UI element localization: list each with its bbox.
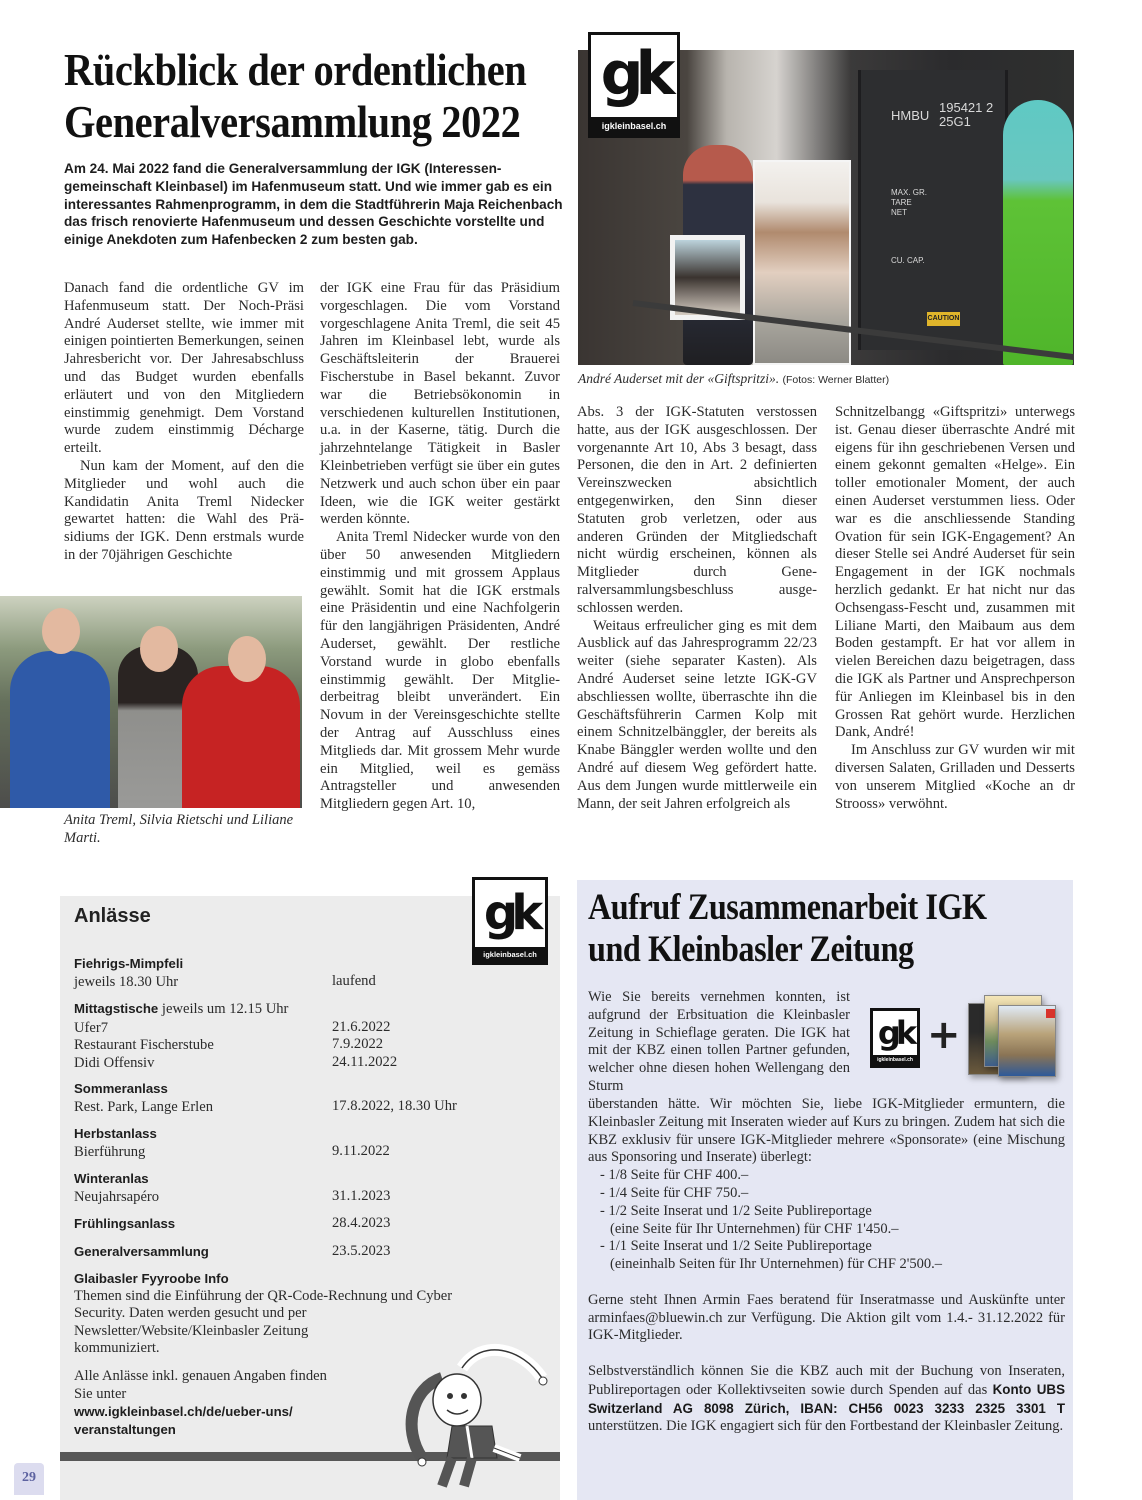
event-text: Themen sind die Einführung der QR-Code-Rechnung und Cyber [74, 1287, 453, 1304]
events-link-line[interactable]: veranstaltungen [74, 1421, 176, 1437]
call-intro: Wie Sie bereits vernehmen konnten, ist aufgrund der Erbsituation die Kleinbasler Zeitung in Schieflage geraten. Die IGK hat mit der KBZ einen tollen Partner gefunden, welcher ohne diesen hohen Wellengang den Sturm [588, 989, 850, 1094]
photo-credit: (Fotos: Werner Blatter) [782, 374, 890, 386]
container-code: HMBU [891, 108, 930, 123]
more-info-text: Sie unter [74, 1385, 127, 1402]
igk-logo-mark: gk [600, 39, 668, 109]
newspaper-stack-image [966, 995, 1058, 1077]
event-text: Bierführung [74, 1143, 146, 1160]
person-giftspritzi-costume [1003, 100, 1073, 365]
igk-logo [588, 32, 680, 138]
offer-item: - 1/8 Seite für CHF 400.– [600, 1167, 749, 1184]
more-info-text: Alle Anlässe inkl. genauen Angaben finden [74, 1368, 327, 1384]
igk-logo [870, 1008, 920, 1068]
article-lead: Am 24. Mai 2022 fand die Generalversammlung der IGK (Interessengemeinschaft Kleinbasel) im Hafenmuseum statt. Und wie immer gab es ein interessantes Rahmenprogramm, in dem die Stadtführerin Maja Reichenbach das frisch renovierte Hafenmuseum und dessen Geschichte vorstellte und einige Anekdoten zum Hafenbecken 2 zum besten gab. [64, 161, 563, 248]
container-net: NET [891, 208, 907, 217]
paragraph: Danach fand die ordentliche GV im Hafenmuseum statt. Der Noch-Präsi André Auderset stellte, wie immer mit einigen pointierten Bemerkungen, seinen Jahresbericht vor. Der Jahresabschluss und das Budget wurden ebenfalls erläutert und von den Mitgliedern einstimmig genehmigt. Dem Vorstand wurde zudem einstimmig Décharge erteilt. [64, 280, 304, 457]
event-winteranlas [74, 1170, 534, 1205]
paragraph: Schnitzelbangg «Giftspritzi» unterwegs ist. Genau dieser überraschte André mit eigens für ihn geschriebenen Versen und einem gekonnt gemalten «Helge». Ein toller emotionaler Moment, der auch einen Auderset verstummen liess. Oder war es die anschliessende Standing Ovation für sein IGK-Engagement? An dieser Stelle sei André Auderset für sein Engagement in der IGK nochmals herzlich gedankt. Er hat nicht nur das Ochsengass-Fescht und, zusammen mit Liliane Marti, den Maibaum aus dem Boden gestampft. Er hat vor allem in vielen Bereichen dazu beigetragen, dass die IGK als Partner und Ansprechperson für Anliegen im Kleinbasel bis in den Grossen Rat gehört wurde. Herzlichen Dank, André! [835, 404, 1075, 741]
paragraph: Anita Treml Nidecker wurde von den über 50 anwesenden Mitgliedern einstimmig und mit grossem Applaus gewählt. Somit hat die IGK erstmals eine Präsidentin und eine Nachfolgerin für den langjährigen Präsidenten, André Auderset, gewählt. Der restliche Vorstand wurde in globo ebenfalls einstimmig gewählt. Der Mitgliederbeitrag bleibt unverändert. Ein Novum in der Vereinsgeschichte stellte der Antrag auf Ausschluss eines Mitglieds dar. Mit grossem Mehr wurde ein Mitglied, weil es gemäss Antragsteller und anwesenden Mitgliedern gegen Art. 10, [320, 529, 560, 813]
event-fiehrigs-mimpfeli [74, 955, 534, 990]
offer-item: - 1/1 Seite Inserat und 1/2 Seite Publireportage [600, 1238, 872, 1255]
events-link-line[interactable]: www.igkleinbasel.ch/de/ueber-uns/ [74, 1404, 293, 1420]
event-label: Generalversammlung [74, 1244, 209, 1259]
call-title-line-2: und Kleinbasler Zeitung [588, 929, 914, 970]
event-label: Fiehrigs-Mimpfeli [74, 956, 184, 971]
event-date: laufend [332, 972, 376, 989]
event-label: Herbstanlass [74, 1126, 157, 1141]
person-anita-treml [10, 651, 110, 808]
event-fruehlingsanlass [74, 1215, 534, 1233]
event-herbstanlass [74, 1125, 534, 1160]
paragraph: Nun kam der Moment, auf den die Mitglieder und wohl auch die Kandidatin Anita Treml Nidecker gewartet hatten: die Wahl des Präsidiums der IGK. Denn erstmals wurde in der 70jährigen Geschichte [64, 457, 304, 563]
article-column-1 [64, 280, 304, 565]
event-text: Security. Daten werden gesucht und per [74, 1305, 307, 1322]
article-title-line-2: Generalversammlung 2022 [64, 97, 521, 147]
photo-three-women [0, 596, 302, 808]
paragraph: Weitaus erfreulicher ging es mit dem Ausblick auf das Jahresprogramm 22/23 weiter (siehe separater Kasten). Als André Auderset seine letzte IGK-GV abschliessen wollte, überraschte ihn die Geschäftsführerin Carmen Kolp mit einem Schnitzelbänggler, der bereits als Knabe Bänggler werden wollte und den André auf diesem Weg gefördert hatte. Aus dem Jungen wurde mittlerweile ein Mann, der seit Jahren erfolgreich als [577, 617, 817, 812]
event-text: Rest. Park, Lange Erlen [74, 1098, 214, 1115]
container-capacity: CU. CAP. [891, 256, 925, 265]
igk-logo-url: igkleinbasel.ch [475, 947, 545, 962]
face [42, 608, 80, 654]
offer-item: - 1/4 Seite für CHF 750.– [600, 1184, 749, 1201]
event-date: 31.1.2023 [332, 1187, 391, 1204]
event-place: Restaurant Fischerstube [74, 1037, 214, 1054]
call-body [588, 1096, 1065, 1436]
jester-illustration [402, 1338, 552, 1488]
container-weights [891, 188, 927, 218]
jester-leg [464, 1458, 472, 1486]
igk-logo-mark: gk [483, 885, 537, 941]
igk-logo [472, 877, 548, 965]
paragraph: Abs. 3 der IGK-Statuten verstossen hatte, aus der IGK ausgeschlossen. Der vorgenannte Art 10, Abs 3 besagt, dass Personen, die den in Art. 2 definierten Vereinszwecken absichtlich entgegenwirken, den Sinn dieser Statuten grob verletzen, oder aus anderen Gründen der Mitgliedschaft nicht würdig erscheinen, können als Mitglieder durch Generalversammlungsbeschluss ausgeschlossen werden. [577, 404, 817, 616]
call-paragraph: überstanden hätte. Wir möchten Sie, liebe IGK-Mitglieder ermuntern, die Kleinbasler Zeitung mit Inseraten wieder auf Kurs zu bringen. Zudem hat sich die KBZ exklusiv für unsere IGK-Mitglieder mehrere «Sponsorate» (eine Mischung aus Sponsoring und Inserate) überlegt: [588, 1096, 1065, 1166]
support-text: Selbstverständlich können Sie die KBZ auch mit der Buchung von Inseraten, Publireportagen oder Kollektivseiten sowie durch Spenden auf das [588, 1362, 1065, 1398]
photo-caption [578, 371, 1078, 387]
event-place: Ufer7 [74, 1019, 109, 1036]
event-label: Winteranlas [74, 1171, 149, 1186]
event-place: Didi Offensiv [74, 1054, 155, 1071]
painted-portrait [753, 160, 851, 365]
event-text: kommuniziert. [74, 1340, 160, 1357]
article-column-4 [835, 404, 1075, 813]
page-number: 29 [14, 1463, 44, 1495]
event-date: 7.9.2022 [332, 1036, 384, 1053]
shipping-container [858, 70, 1008, 350]
bank-account: Konto UBS Switzerland AG 8098 Zürich, IBAN: CH56 0023 3233 2325 3301 T [588, 1381, 1066, 1416]
event-date: 21.6.2022 [332, 1018, 391, 1035]
igk-logo-url: igkleinbasel.ch [873, 1055, 917, 1065]
event-label: Frühlingsanlass [74, 1216, 176, 1231]
container-number: 195421 2 [939, 100, 994, 115]
event-date: 23.5.2023 [332, 1243, 391, 1259]
events-title: Anlässe [74, 905, 151, 927]
event-text: Neujahrsapéro [74, 1188, 160, 1205]
event-sommeranlass [74, 1080, 534, 1115]
jester-bell [539, 1377, 547, 1385]
call-contact: Gerne steht Ihnen Armin Faes beratend für Inseratmasse und Auskünfte unter arminfaes@bluewin.ch zur Verfügung. Die Aktion gilt vom 1.4.- 31.12.2022 für IGK-Mitglieder. [588, 1291, 1065, 1344]
event-date: 28.4.2023 [332, 1215, 391, 1231]
igk-logo-mark: gk [877, 1013, 913, 1052]
event-label: Sommeranlass [74, 1081, 168, 1096]
article-title [64, 44, 527, 148]
jester-leg [442, 1458, 452, 1486]
igk-logo-url: igkleinbasel.ch [591, 117, 677, 135]
event-label: Glaibasler Fyyroobe Info [74, 1271, 229, 1286]
offer-item-detail: (eineinhalb Seiten für Ihr Unternehmen) für CHF 2'500.– [610, 1256, 942, 1273]
event-date: 17.8.2022, 18.30 Uhr [332, 1097, 457, 1114]
jester-bell [418, 1458, 426, 1466]
container-type: 25G1 [939, 114, 971, 129]
event-text: Newsletter/Website/Kleinbasler Zeitung [74, 1322, 309, 1339]
event-mittagstische [74, 1000, 534, 1071]
article-column-3 [577, 404, 817, 813]
offer-item-detail: (eine Seite für Ihr Unternehmen) für CHF 1'450.– [610, 1220, 899, 1237]
event-date: 24.11.2022 [332, 1053, 398, 1070]
newspaper-badge [1046, 1009, 1055, 1018]
article-title-line-1: Rückblick der ordentlichen [64, 45, 527, 95]
person-liliane-marti [182, 666, 300, 808]
plus-icon: + [927, 1012, 961, 1058]
event-label: Mittagstische [74, 1001, 159, 1016]
caution-sign: CAUTION [927, 312, 960, 326]
photo-caption-women: Anita Treml, Silvia Rietschi und Liliane Marti. [64, 812, 294, 846]
call-support [588, 1363, 1065, 1436]
call-title [588, 887, 1006, 971]
offer-list [588, 1167, 1065, 1274]
jester-face [433, 1374, 481, 1426]
container-maxgr: MAX. GR. [891, 188, 928, 197]
article-column-2 [320, 280, 560, 814]
offer-item: - 1/2 Seite Inserat und 1/2 Seite Publireportage [600, 1202, 872, 1219]
event-text: jeweils um 12.15 Uhr [158, 1001, 289, 1017]
event-date: 9.11.2022 [332, 1142, 390, 1159]
paragraph: Im Anschluss zur GV wurden wir mit diversen Salaten, Grilladen und Desserts von unserem Mitglied «Koche an dr Strooss» verwöhnt. [835, 742, 1075, 812]
paragraph: der IGK eine Frau für das Präsidium vorgeschlagen. Die vom Vorstand vorgeschlagene Anita Treml, die seit 45 Jahren im Kleinbasel lebt, wurde als Geschäftsleiterin der Brauerei Fischerstube in Basel bekannt. Zuvor war die Betriebsökonomin in verschiedenen kulturellen Institutionen, u.a. in der Kaserne, tätig. Durch die jahrzehntelange Tätigkeit in Basler Kleinbetrieben verfügt sie über ein gutes Netzwerk und auch schon über ein paar Ideen, wie die IGK weiter gestärkt werden könnte. [320, 280, 560, 528]
face [228, 636, 266, 682]
face [140, 626, 178, 672]
event-text: jeweils 18.30 Uhr [74, 973, 179, 990]
container-tare: TARE [891, 198, 912, 207]
caption-text: André Auderset mit der «Giftspritzi». [578, 371, 780, 386]
call-title-line-1: Aufruf Zusammenarbeit IGK [588, 887, 987, 928]
support-text: unterstützen. Die IGK engagiert sich für den Fortbestand der Kleinbasler Zeitung. [588, 1418, 1064, 1435]
event-generalversammlung [74, 1243, 534, 1261]
